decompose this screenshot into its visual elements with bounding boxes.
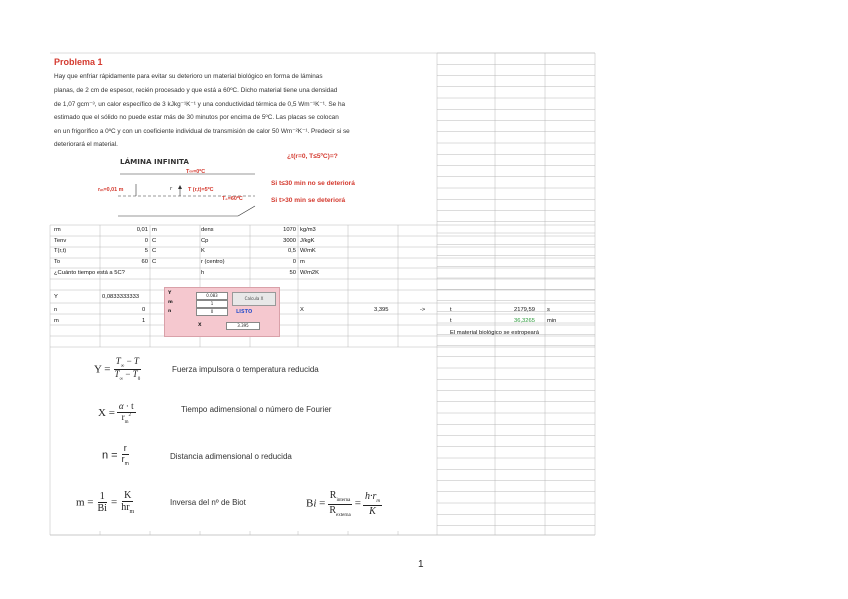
y-value: 0,0833333333 bbox=[102, 294, 140, 300]
table-cell-value2: 0 bbox=[292, 259, 296, 266]
table-cell-label2: h bbox=[201, 269, 205, 276]
table-cell-label2: K bbox=[201, 248, 205, 255]
problem-line: estimado que el sólido no puede estar más de 30 minutos por encima de 5ºC. Las placas se colocan bbox=[54, 113, 339, 121]
table-cell-label: ¿Cuánto tiempo está a 5C? bbox=[54, 269, 125, 276]
table-cell-unit: C bbox=[152, 237, 157, 244]
table-cell-value2: 0,5 bbox=[287, 248, 296, 255]
problem-line: Hay que enfriar rápidamente para evitar su deterioro un material biológico en forma de láminas bbox=[54, 73, 323, 80]
t-minutes-value: 36,3265 bbox=[514, 318, 535, 324]
page-number: 1 bbox=[418, 559, 424, 570]
table-cell-value2: 1070 bbox=[283, 227, 296, 233]
popup-m-input[interactable]: 1 bbox=[196, 300, 228, 308]
n-formula: n = $\frac{r}{r_m}$ bbox=[102, 443, 129, 467]
problem-line: de 1,07 gcm⁻³, un calor específico de 3 kJkg⁻¹K⁻¹ y una conductividad térmica de 0,5 Wm⁻¹K⁻¹. Se ha bbox=[54, 101, 346, 109]
table-cell-unit2: kg/m3 bbox=[300, 227, 316, 233]
table-cell-value: 0 bbox=[144, 237, 148, 244]
calcula-x-button[interactable]: Calcula X bbox=[232, 292, 276, 306]
t-seconds-label: t bbox=[450, 307, 452, 313]
table-cell-unit: m bbox=[152, 227, 157, 233]
table-cell-label: To bbox=[54, 259, 61, 266]
m-label: m bbox=[54, 318, 59, 324]
popup-x-output: 3.395 bbox=[226, 322, 260, 330]
m-value: 1 bbox=[142, 318, 146, 324]
y-formula: Y = $\frac{T_\infty - T}{T_\infty - T_0}$ bbox=[94, 356, 141, 383]
t-infinity-label: T∞=0ºC bbox=[186, 169, 206, 175]
y-description: Fuerza impulsora o temperatura reducida bbox=[172, 365, 319, 374]
t-zero-label: T₀=60ºC bbox=[222, 196, 243, 202]
condition-bad: Si t>30 min se deteriorá bbox=[271, 197, 346, 204]
time-question: ¿t(r=0, T≤5ºC)=? bbox=[287, 153, 338, 160]
table-cell-value: 5 bbox=[144, 248, 148, 255]
slab-heading: LÁMINA INFINITA bbox=[120, 157, 189, 166]
table-cell-label2: Cp bbox=[201, 237, 209, 244]
m-formula: m = $\frac{1}{Bi}$ = $\frac{K}{hr_m}$ bbox=[76, 490, 135, 515]
y-label: Y bbox=[54, 294, 58, 300]
r-label: r bbox=[170, 186, 173, 192]
table-cell-value: 0,01 bbox=[136, 227, 148, 233]
popup-status: LISTO bbox=[236, 309, 253, 315]
t-minutes-unit: min bbox=[547, 318, 557, 324]
table-cell-label2: r (centro) bbox=[201, 259, 225, 266]
table-cell-label: rm bbox=[54, 227, 61, 233]
n-value: 0 bbox=[142, 307, 146, 313]
biot-formula: Bi = $\frac{R_{interna}}{R_{externa}}$ = $\frac{h\cdot r_m}{K}$ bbox=[306, 490, 381, 518]
table-cell-unit2: W/m2K bbox=[300, 269, 320, 276]
table-cell-value2: 50 bbox=[289, 269, 296, 276]
n-label: n bbox=[54, 307, 58, 313]
rm-label: rₘ=0,01 m bbox=[98, 187, 124, 193]
arrow-text: -> bbox=[420, 307, 426, 313]
table-cell-value: 60 bbox=[141, 259, 148, 266]
popup-y-label: Y bbox=[168, 291, 172, 296]
t-seconds-unit: s bbox=[547, 307, 550, 313]
popup-m-label: m bbox=[168, 300, 173, 305]
m-description: Inversa del nº de Biot bbox=[170, 498, 246, 507]
x-formula: X = $\frac{\alpha \cdot t}{r_m^2}$ bbox=[98, 401, 134, 425]
table-cell-unit2: J/kgK bbox=[300, 237, 315, 244]
problem-line: en un frigorífico a 0ºC y con un coeficiente individual de transmisión de calor 50 Wm⁻²K⁻¹. Predecir si se bbox=[54, 128, 350, 136]
popup-x-label: X bbox=[198, 323, 202, 328]
x-value: 3,395 bbox=[374, 307, 389, 313]
table-cell-label: T(r,t) bbox=[54, 248, 67, 255]
t-minutes-label: t bbox=[450, 318, 452, 324]
popup-n-input[interactable]: 0 bbox=[196, 308, 228, 316]
popup-y-input[interactable]: 0.083 bbox=[196, 292, 228, 300]
table-cell-unit2: W/mK bbox=[300, 248, 316, 255]
problem-line: planas, de 2 cm de espesor, recién procesado y que está a 60ºC. Dicho material tiene una densidad bbox=[54, 86, 338, 94]
condition-ok: Si t≤30 min no se deteriorá bbox=[271, 180, 355, 187]
table-cell-unit: C bbox=[152, 259, 157, 266]
table-cell-unit2: m bbox=[300, 259, 305, 266]
x-description: Tiempo adimensional o número de Fourier bbox=[181, 405, 332, 414]
table-cell-label2: dens bbox=[201, 227, 214, 233]
table-cell-unit: C bbox=[152, 248, 157, 255]
problem-line: deteriorará el material. bbox=[54, 141, 118, 148]
table-cell-value2: 3000 bbox=[283, 237, 296, 244]
table-cell-label: Tenv bbox=[54, 237, 67, 244]
popup-n-label: n bbox=[168, 309, 172, 314]
verdict-text: El material biológico se estropeará bbox=[450, 330, 539, 336]
x-label: X bbox=[300, 307, 304, 313]
t-rt-label: T (r,t)=5ºC bbox=[188, 187, 214, 193]
t-seconds-value: 2179,59 bbox=[514, 307, 535, 313]
n-description: Distancia adimensional o reducida bbox=[170, 452, 292, 461]
problem-title: Problema 1 bbox=[54, 57, 103, 67]
